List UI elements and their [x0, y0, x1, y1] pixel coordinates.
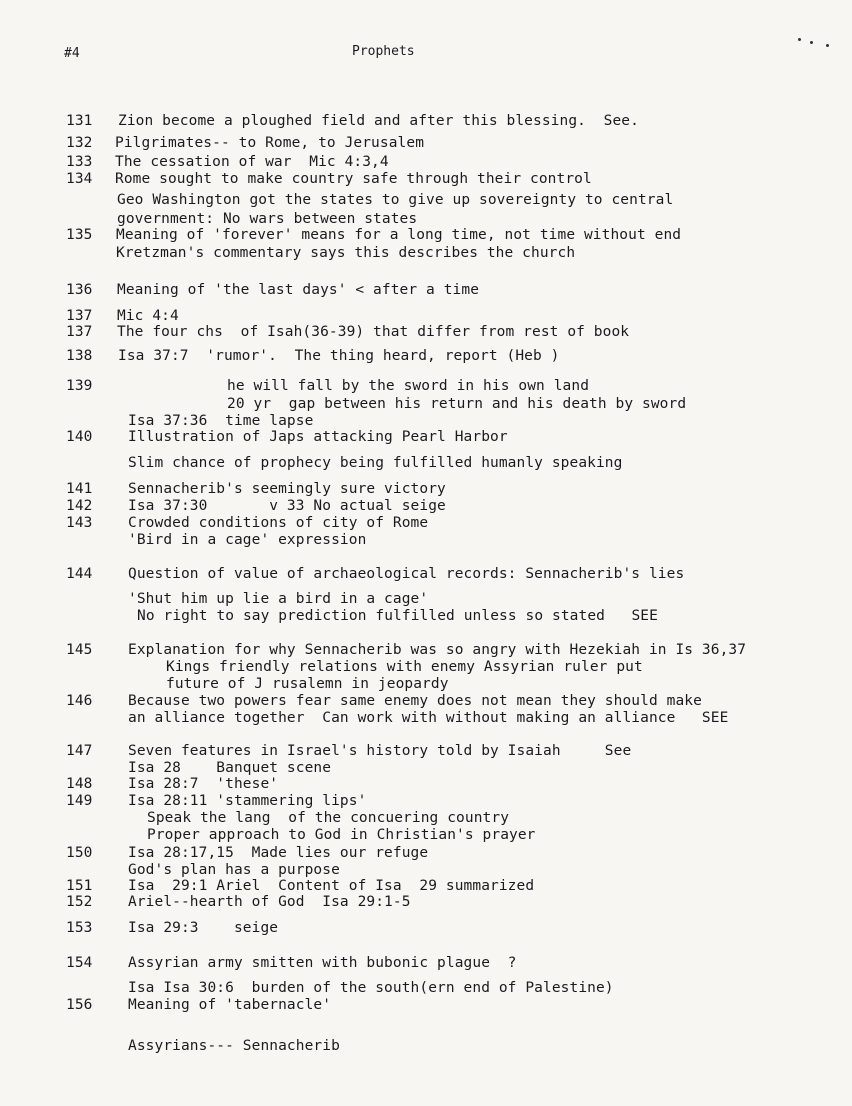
- typed-page: #4 Prophets 131 Zion become a ploughed field and after this blessing. See. 132 Pilgrimates-- to Rome, to Jerusalem 133 The cessation of war Mic 4:3,4 134 Rome sought to make country safe through their control Geo Washington got the states to give up sovereignty to central government: No wars between states 135 Meaning of 'forever' means for a long time, not time without end Kretzman's commentary says this describes the church 136 Meaning of 'the last days' < after a time 137 Mic 4:4 137 The four chs of Isah(36-39) that differ from rest of book 138 Isa 37:7 'rumor'. The thing heard, report (Heb ) 139 he will fall by the sword in his own land 20 yr gap between his return and his death by sword Isa 37:36 time lapse 140 Illustration of Japs attacking Pearl Harbor Slim chance of prophecy being fulfilled humanly speaking 141 Sennacherib's seemingly sure victory 142 Isa 37:30 v 33 No actual seige 143 Crowded conditions of city of Rome 'Bird in a cage' expression 144 Question of value of archaeological records: Sennacherib's lies 'Shut him up lie a bird in a cage' No right to say prediction fulfilled unless so stated SEE 145 Explanation for why Sennacherib was so angry with Hezekiah in Is 36,37 Kings friendly relations with enemy Assyrian ruler put future of J rusalemn in jeopardy 146 Because two powers fear same enemy does not mean they should make an alliance together Can work with without making an alliance SEE 147 Seven features in Israel's history told by Isaiah See Isa 28 Banquet scene 148 Isa 28:7 'these' 149 Isa 28:11 'stammering lips' Speak the lang of the concuering country Proper approach to God in Christian's prayer 150 Isa 28:17,15 Made lies our refuge God's plan has a purpose 151 Isa 29:1 Ariel Content of Isa 29 summarized 152 Ariel--hearth of God Isa 29:1-5 153 Isa 29:3 seige 154 Assyrian army smitten with bubonic plague ? Isa Isa 30:6 burden of the south(ern end of Palestine) 156 Meaning of 'tabernacle' Assyrians--- Sennacherib: [0, 0, 852, 1106]
- page-number: #4: [64, 46, 80, 61]
- page-title: Prophets: [352, 44, 415, 59]
